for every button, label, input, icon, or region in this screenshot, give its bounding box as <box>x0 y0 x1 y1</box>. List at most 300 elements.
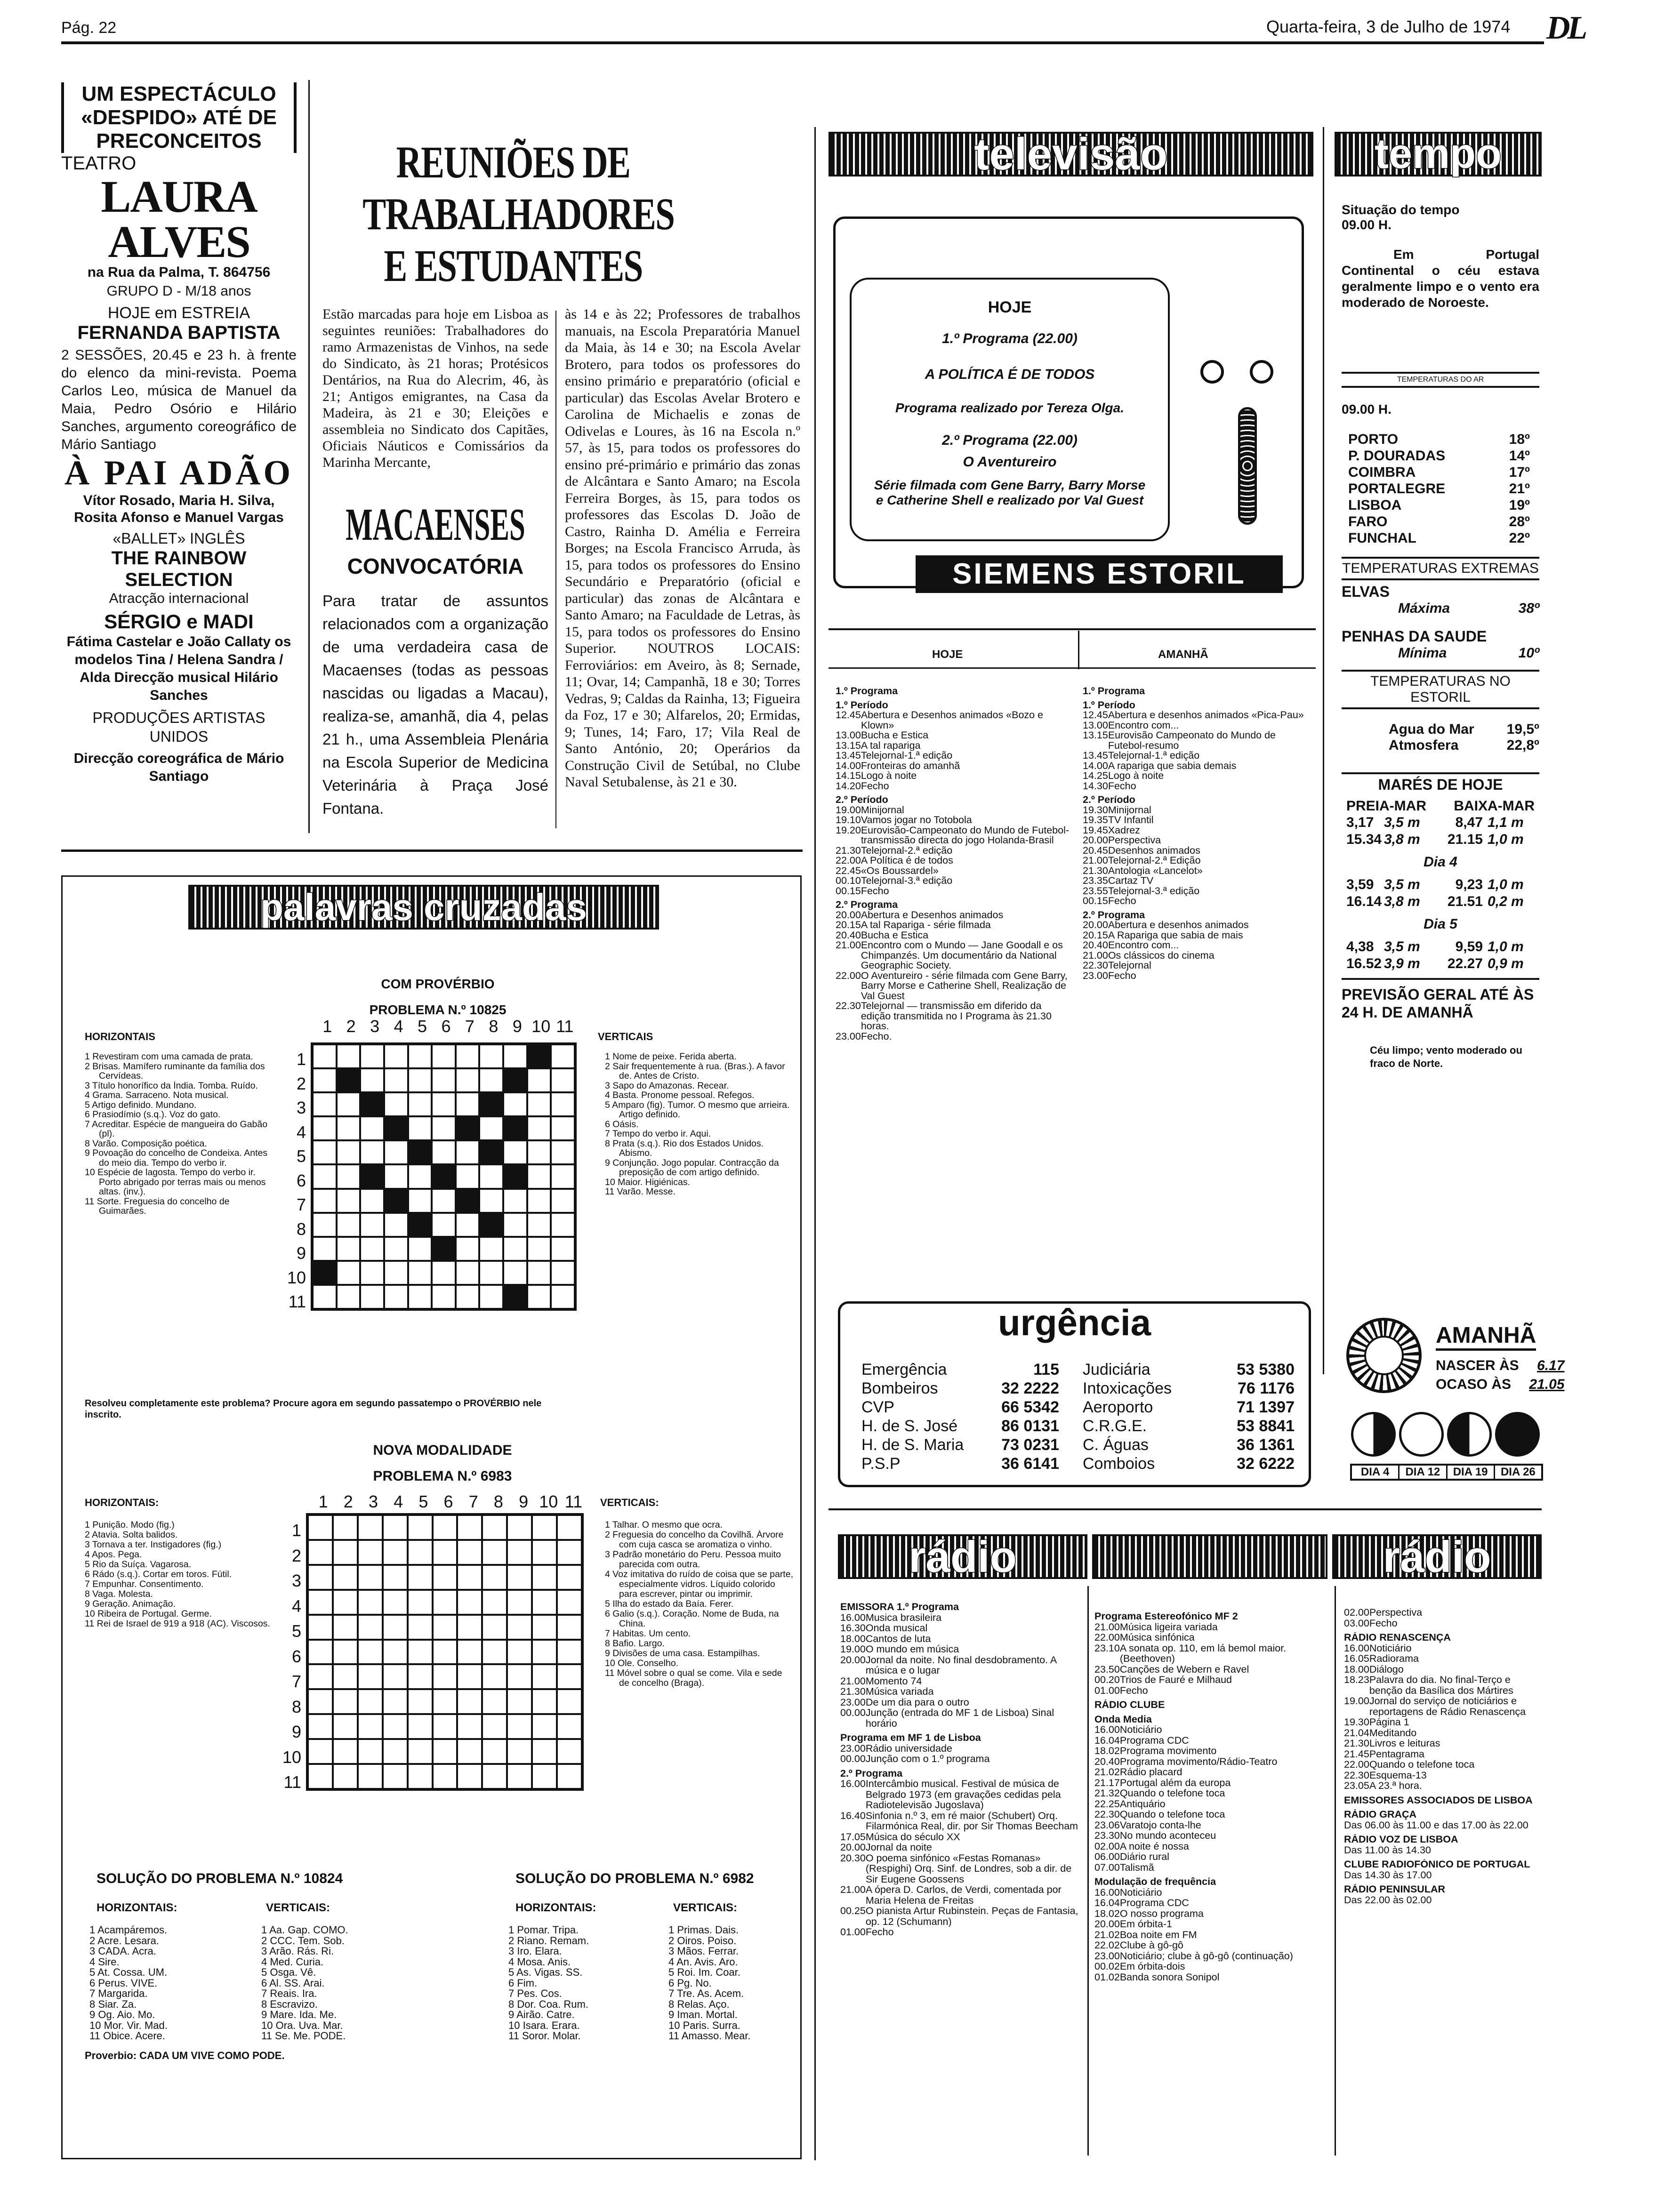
schedule-row <box>1094 1632 1330 1643</box>
schedule-heading: 2.º Programa <box>836 900 898 910</box>
grid-cell <box>479 1116 503 1140</box>
grid-cell <box>358 1664 383 1689</box>
grid-cell <box>383 1540 408 1565</box>
clue: 11 Rei de Israel de 919 a 918 (AC). Viscosos. <box>85 1619 270 1629</box>
grid-cell <box>358 1764 383 1789</box>
clue: 3 Tornava a ter. Instigadores (fig.) <box>85 1540 222 1550</box>
clue: 2 Freguesia do concelho da Covilhã. Árvore com cuja casca se aromatiza o vinho. <box>605 1530 784 1550</box>
grid-cell <box>507 1615 532 1640</box>
grid-cell <box>551 1092 575 1116</box>
grid-cell <box>360 1261 384 1285</box>
tide-high-height: 3,5 m <box>1384 877 1420 892</box>
schedule-row <box>1083 940 1313 951</box>
schedule-row <box>1344 1738 1542 1749</box>
grid-cell <box>308 1739 333 1764</box>
schedule-title: Vamos jogar no Totobola <box>861 815 972 825</box>
grid-cell <box>432 1092 456 1116</box>
grid-row-number: 4 <box>296 1122 306 1142</box>
emergency-row <box>1083 1417 1295 1435</box>
solution-line: 7 Margarida. <box>89 1988 148 1999</box>
attraction-label: Atracção internacional <box>109 591 249 606</box>
masthead-logo: DL <box>1546 10 1585 46</box>
grid-cell <box>384 1092 408 1116</box>
schedule-title: Fecho <box>1108 896 1136 906</box>
schedule-time: 16.00 <box>840 1612 866 1623</box>
temp-city: FARO <box>1348 514 1388 529</box>
schedule-row <box>1094 1841 1330 1852</box>
schedule-row <box>1083 751 1313 761</box>
tv-dial <box>1238 407 1257 525</box>
grid-cell <box>384 1044 408 1068</box>
grid-cell <box>358 1640 383 1665</box>
grid-column-number: 9 <box>519 1492 529 1511</box>
grid-cell <box>433 1739 458 1764</box>
problem2-title: PROBLEMA N.º 6983 <box>373 1468 512 1484</box>
schedule-time: 22.30 <box>836 1001 861 1011</box>
grid-column-number: 11 <box>564 1492 583 1511</box>
grid-cell <box>479 1285 503 1309</box>
tide-low-height: 1,0 m <box>1488 877 1524 892</box>
solution2-down-header: VERTICAIS: <box>673 1901 738 1914</box>
grid-cell <box>557 1764 582 1789</box>
schedule-title: Fecho <box>1108 781 1136 791</box>
schedule-row <box>836 730 1071 741</box>
emergency-row <box>861 1398 1059 1417</box>
grid-cell <box>408 1764 433 1789</box>
clue: 9 Conjunção. Jogo popular. Contracção da preposição de com artigo definido. <box>605 1158 779 1178</box>
solution1-down-header: VERTICAIS: <box>266 1901 330 1914</box>
schedule-time: 20.00 <box>840 1654 866 1666</box>
grid-cell <box>408 1237 432 1261</box>
schedule-row <box>1083 856 1313 866</box>
schedule-time: 16.40 <box>840 1810 866 1821</box>
problem1-down-header: VERTICAIS <box>598 1031 653 1042</box>
temp-row <box>1348 481 1539 497</box>
grid-cell <box>384 1068 408 1092</box>
sunset-label: OCASO ÀS <box>1436 1377 1512 1392</box>
grid-cell <box>482 1764 507 1789</box>
moon-last <box>1447 1412 1492 1457</box>
clue: 5 Artigo definido. Mundano. <box>85 1100 197 1110</box>
schedule-time: 23.55 <box>1083 886 1108 896</box>
schedule-title: Abertura e desenhos animados <box>1108 920 1249 930</box>
schedule-title: Música ligeira variada <box>1119 1621 1218 1632</box>
grid-cell <box>337 1237 361 1261</box>
grid-cell <box>457 1615 482 1640</box>
schedule-time: 23.50 <box>1094 1664 1120 1675</box>
macaenses-title: MACAENSES <box>346 499 525 550</box>
schedule-time: 21.45 <box>1344 1748 1369 1759</box>
clue: 2 Atavia. Solta balidos. <box>85 1530 178 1540</box>
choreography-director: Direcção coreográfica de Mário Santiago <box>73 751 284 784</box>
grid-cell <box>358 1714 383 1739</box>
grid-row-number: 3 <box>296 1098 306 1117</box>
clue: 3 Sapo do Amazonas. Recear. <box>605 1081 729 1090</box>
schedule-row <box>1344 1770 1542 1781</box>
grid-cell <box>507 1590 532 1615</box>
clue: 6 Rádo (s.q.). Cortar em toros. Fútil. <box>85 1570 232 1579</box>
grid-cell <box>360 1092 384 1116</box>
emergency-number: 53 8841 <box>1237 1417 1295 1435</box>
solution-line: 6 Pg. No. <box>668 1978 712 1988</box>
solution1-down <box>261 1925 421 2042</box>
schedule-row <box>836 815 1071 825</box>
schedule-row <box>1094 1756 1330 1767</box>
schedule-time: 20.15 <box>1083 930 1108 940</box>
grid-cell <box>527 1044 551 1068</box>
moon-new <box>1495 1412 1540 1457</box>
grid-cell <box>503 1285 527 1309</box>
grid-cell <box>408 1540 433 1565</box>
tide-high-height: 3,5 m <box>1384 939 1420 954</box>
schedule-row <box>1094 1675 1330 1685</box>
problem2-subtitle: NOVA MODALIDADE <box>373 1443 512 1458</box>
problem1-note: Resolveu completamente este problema? Procure agora em segundo passatempo o PROVÉRBIO nele inscrito. <box>85 1398 542 1420</box>
schedule-title: Bucha e Estica <box>861 930 929 940</box>
tv-tomorrow-header: AMANHÃ <box>1158 648 1208 661</box>
emergency-number: 32 6222 <box>1237 1455 1295 1473</box>
schedule-row <box>1344 1607 1542 1618</box>
schedule-row <box>836 825 1071 846</box>
grid-cell <box>507 1565 532 1590</box>
tv-screen-credit1: Programa realizado por Tereza Olga. <box>895 401 1124 415</box>
schedule-title: Quando o telefone toca <box>1119 1809 1225 1820</box>
schedule-time: 21.00 <box>1083 856 1108 866</box>
schedule-title: «Os Boussardel» <box>861 866 939 876</box>
problem1-across-clues <box>85 1052 273 1216</box>
schedule-title: A ópera D. Carlos, de Verdi, comentada por Maria Helena de Freitas <box>865 1884 1062 1906</box>
tv-screen-prog2: 2.º Programa (22.00) <box>942 433 1078 448</box>
grid-cell <box>408 1664 433 1689</box>
schedule-title: Diário rural <box>1119 1851 1169 1862</box>
tide-high-time: 3,59 <box>1346 877 1374 892</box>
solution-line: 8 Siar. Za. <box>89 1999 137 2010</box>
schedule-time: 23.00 <box>836 1031 861 1042</box>
grid-cell <box>433 1689 458 1714</box>
schedule-title: O nosso programa <box>1119 1908 1204 1919</box>
schedule-row <box>1083 886 1313 897</box>
schedule-title: Xadrez <box>1108 825 1140 835</box>
schedule-title: Fecho <box>1369 1618 1398 1628</box>
schedule-title: Programa movimento/Rádio-Teatro <box>1119 1756 1278 1767</box>
solution-line: 4 Mosa. Anis. <box>508 1956 571 1967</box>
emergency-list-left <box>861 1360 1059 1473</box>
emergency-row <box>861 1454 1059 1473</box>
grid-cell <box>551 1285 575 1309</box>
schedule-time: 13.00 <box>836 730 861 741</box>
schedule-time: 21.02 <box>1094 1929 1120 1940</box>
grid-cell <box>457 1764 482 1789</box>
schedule-title: Diálogo <box>1369 1664 1404 1675</box>
schedule-time: 22.30 <box>1094 1809 1120 1820</box>
grid-cell <box>527 1237 551 1261</box>
tv-screen-show1: A POLÍTICA É DE TODOS <box>925 367 1095 382</box>
temp-value: 17º <box>1509 465 1530 480</box>
emergency-number: 86 0131 <box>1001 1417 1059 1435</box>
grid-cell <box>408 1590 433 1615</box>
schedule-time: 22.30 <box>1083 961 1108 971</box>
grid-column-number: 6 <box>443 1492 453 1511</box>
grid-column-number: 7 <box>468 1492 478 1511</box>
schedule-title: Em órbita-dois <box>1119 1961 1185 1972</box>
grid-cell <box>456 1213 480 1237</box>
grid-cell <box>503 1068 527 1092</box>
grid-row-number: 9 <box>291 1722 301 1741</box>
schedule-title: Antiquário <box>1119 1798 1166 1809</box>
grid-cell <box>532 1540 557 1565</box>
solution-line: 5 Osga. Vê. <box>261 1967 316 1978</box>
grid-cell <box>432 1285 456 1309</box>
moon-date: DIA 19 <box>1446 1466 1494 1479</box>
grid-cell <box>503 1237 527 1261</box>
radio-column-1 <box>840 1598 1083 1938</box>
grid-cell <box>360 1140 384 1164</box>
tv-set <box>833 216 1304 588</box>
grid-cell <box>408 1140 432 1164</box>
grid-cell <box>308 1714 333 1739</box>
grid-cell <box>433 1714 458 1739</box>
grid-cell <box>337 1044 361 1068</box>
schedule-title: No mundo aconteceu <box>1119 1830 1216 1841</box>
clue: 3 Padrão monetário do Peru. Pessoa muito parecida com outra. <box>605 1550 781 1570</box>
temp-value: 14º <box>1509 448 1530 464</box>
meetings-col-2: às 14 e às 22; Professores de trabalhos manuais, na Escola Preparatória Manuel da Maia, às 14 e 30; na Escola Avelar Brotero, para todos os professores do ensino primário e preparatório (oficial e particular) das Escolas Avelar Brotero e Carolina de Michaelis e zonas de Odivelas e Loures, às 16 na Escola n.º 57, às 15, para todos os professores do ensino pré-primário e primário das zonas de Alcântara e Santo Amaro; na Escola Ferreira Borges, às 15, para todos os professores das Escolas D. João de Castro, Rainha D. Amélia e Ferreira Borges; na Escola Francisco Arruda, às 15, para todos os professores do Ensino Secundário e Preparatório (oficial e particular) das zonas de Alcântara e Santo Amaro; na Faculdade de Letras, às 15, para todos os professores do Ensino Superior. NOUTROS LOCAIS: Ferroviários: em Aveiro, às 8; Sernade, 11; Ovar, 14; Campanhã, 18 e 30; Torres Vedras, 9; Caldas da Rainha, 13; Figueira da Foz, 17 e 30; Alfarelos, 20; Ermidas, 9; Tunes, 14; Faro, 17; Vila Real de Santo António, 20; Operários da Construção Civil de Setúbal, no Clube Naval Setubalense, às 21 e 30. <box>565 306 800 790</box>
grid-cell <box>433 1565 458 1590</box>
schedule-row <box>1083 835 1313 846</box>
grid-cell <box>337 1068 361 1092</box>
emergency-row <box>1083 1398 1295 1417</box>
grid-cell <box>532 1764 557 1789</box>
grid1-row-numbers <box>282 1047 306 1314</box>
schedule-row <box>1344 1717 1542 1728</box>
crossword-banner: palavras cruzadas <box>188 885 659 930</box>
grid-cell <box>479 1068 503 1092</box>
grid-cell <box>557 1590 582 1615</box>
grid-cell <box>527 1261 551 1285</box>
solution-line: 10 Paris. Surra. <box>668 2020 740 2031</box>
schedule-time: 21.04 <box>1344 1727 1369 1738</box>
schedule-heading: 2.º Período <box>1083 795 1135 805</box>
schedule-title: Telejornal-1.ª edição <box>861 751 953 761</box>
grid-cell <box>532 1515 557 1540</box>
schedule-time: 02.00 <box>1094 1841 1120 1851</box>
solution-line: 2 Riano. Remam. <box>508 1935 589 1946</box>
solution-line: 6 Al. SS. Arai. <box>261 1978 325 1988</box>
schedule-row <box>840 1655 1083 1676</box>
temp-city: PORTALEGRE <box>1348 481 1446 497</box>
extreme-temps-header: TEMPERATURAS EXTREMAS <box>1342 557 1539 580</box>
clue: 7 Tempo do verbo ir. Aqui. <box>605 1129 711 1139</box>
clue: 8 Bafio. Largo. <box>605 1639 665 1649</box>
schedule-title: A Rapariga que sabia de mais <box>1108 930 1243 940</box>
grid-cell <box>557 1714 582 1739</box>
emergency-name: Judiciária <box>1083 1361 1150 1378</box>
schedule-note: Das 11.00 às 14.30 <box>1344 1844 1431 1855</box>
schedule-row <box>1083 771 1313 781</box>
schedule-time: 22.00 <box>836 970 861 981</box>
grid-cell <box>551 1140 575 1164</box>
grid-row-number: 11 <box>283 1772 301 1792</box>
schedule-time: 21.00 <box>1094 1621 1120 1632</box>
schedule-title: Telejornal-2.ª edição <box>861 845 953 856</box>
schedule-heading: 1.º Período <box>1083 700 1135 710</box>
temp-city: LISBOA <box>1348 497 1402 513</box>
grid-cell <box>384 1213 408 1237</box>
schedule-title: A noite é nossa <box>1119 1841 1189 1851</box>
solution-line: 6 Fim. <box>508 1978 538 1988</box>
grid-cell <box>308 1540 333 1565</box>
emergency-number: 36 6141 <box>1001 1455 1059 1473</box>
temp-city: FUNCHAL <box>1348 530 1416 546</box>
tide-high-height: 3,9 m <box>1384 956 1420 971</box>
problem1-across-header: HORIZONTAIS <box>85 1031 155 1042</box>
schedule-title: Rádio universidade <box>865 1743 952 1754</box>
grid-row-number: 9 <box>296 1243 306 1263</box>
schedule-time: 00.00 <box>840 1754 866 1764</box>
grid-cell <box>308 1664 333 1689</box>
schedule-time: 14.30 <box>1083 781 1108 791</box>
schedule-title: De um dia para o outro <box>865 1697 969 1707</box>
schedule-title: A Política é de todos <box>861 856 953 866</box>
grid-cell <box>313 1068 337 1092</box>
grid-cell <box>503 1213 527 1237</box>
grid-cell <box>360 1164 384 1188</box>
solution-line: 5 Roi. Im. Coar. <box>668 1967 740 1978</box>
grid-cell <box>551 1116 575 1140</box>
schedule-row <box>840 1853 1083 1885</box>
schedule-time: 16.00 <box>840 1779 866 1789</box>
grid-cell <box>384 1116 408 1140</box>
schedule-title: Fecho <box>861 781 889 791</box>
weather-text: Em Portugal Continental o céu estava geralmente limpo e o vento era moderado de Noroeste. <box>1342 247 1539 310</box>
solution-line: 2 Oiros. Poiso. <box>668 1935 737 1946</box>
grid-cell <box>479 1189 503 1213</box>
problem2-down-clues <box>605 1520 793 1688</box>
grid-cell <box>383 1515 408 1540</box>
grid-cell <box>507 1515 532 1540</box>
grid-cell <box>482 1664 507 1689</box>
grid-row-number: 6 <box>291 1646 301 1666</box>
grid-cell <box>358 1540 383 1565</box>
grid-cell <box>383 1739 408 1764</box>
grid-cell <box>337 1189 361 1213</box>
grid-cell <box>551 1261 575 1285</box>
tide-low-height: 1,0 m <box>1488 832 1524 847</box>
grid-cell <box>308 1689 333 1714</box>
schedule-row <box>836 805 1071 816</box>
schedule-title: Minijornal <box>1108 805 1151 815</box>
weather-section <box>1342 202 1539 1070</box>
schedule-title: Boa noite em FM <box>1119 1929 1197 1940</box>
clue: 11 Móvel sobre o qual se come. Vila e sede de concelho (Braga). <box>605 1668 782 1688</box>
schedule-row <box>836 930 1071 941</box>
grid-cell <box>433 1640 458 1665</box>
grid-cell <box>432 1213 456 1237</box>
emergency-number: 66 5342 <box>1001 1398 1059 1416</box>
schedule-row <box>1083 876 1313 886</box>
tide-row <box>1342 893 1539 910</box>
schedule-row <box>1083 825 1313 836</box>
grid-column-number: 3 <box>370 1017 380 1036</box>
solution-line: 5 At. Cossa. UM. <box>89 1967 168 1978</box>
grid-cell <box>456 1261 480 1285</box>
clue: 5 Amparo (fig). Tumor. O mesmo que arrieira. Artigo definido. <box>605 1100 790 1120</box>
grid-cell <box>507 1689 532 1714</box>
grid-cell <box>551 1044 575 1068</box>
tide-row <box>1342 955 1539 972</box>
moon-dates <box>1350 1464 1543 1481</box>
tv-knob-left <box>1200 360 1224 384</box>
grid-column-number: 3 <box>368 1492 378 1511</box>
tv-sponsor: SIEMENS ESTORIL <box>916 555 1283 593</box>
schedule-time: 18.23 <box>1344 1675 1369 1685</box>
schedule-row <box>836 761 1071 771</box>
grid-cell <box>532 1590 557 1615</box>
schedule-time: 19.00 <box>1344 1696 1369 1707</box>
schedule-row <box>1094 1809 1330 1820</box>
schedule-time: 19.30 <box>1344 1717 1369 1728</box>
grid-cell <box>384 1140 408 1164</box>
clue: 5 Ilha do estado da Baía. Ferer. <box>605 1599 734 1609</box>
grid-cell <box>557 1664 582 1689</box>
schedule-row <box>1094 1788 1330 1799</box>
temp-value: 19º <box>1509 497 1530 513</box>
grid-cell <box>507 1664 532 1689</box>
clue: 6 Oásis. <box>605 1119 639 1129</box>
schedule-row <box>1344 1653 1542 1664</box>
schedule-row <box>1094 1830 1330 1841</box>
grid-cell <box>456 1044 480 1068</box>
grid-cell <box>551 1213 575 1237</box>
grid-column-number: 10 <box>531 1017 551 1036</box>
schedule-time: 00.00 <box>840 1707 866 1718</box>
temp-row <box>1348 497 1539 513</box>
schedule-title: Varatojo conta-lhe <box>1119 1819 1201 1830</box>
schedule-row <box>836 771 1071 781</box>
schedule-heading: Programa em MF 1 de Lisboa <box>840 1732 981 1743</box>
grid-cell <box>457 1664 482 1689</box>
schedule-time: 00.15 <box>836 886 861 896</box>
grid-cell <box>482 1714 507 1739</box>
high-tide-label: PREIA-MAR <box>1346 798 1426 814</box>
emergency-list-right <box>1083 1360 1295 1473</box>
schedule-title: Bucha e Estica <box>861 730 929 741</box>
grid-cell <box>383 1764 408 1789</box>
grid-cell <box>507 1739 532 1764</box>
grid-cell <box>333 1714 358 1739</box>
grid-cell <box>432 1068 456 1092</box>
schedule-title: Musica brasileira <box>865 1612 942 1623</box>
grid-cell <box>551 1164 575 1188</box>
emergency-name: CVP <box>861 1398 894 1416</box>
macaenses-notice <box>322 499 548 820</box>
tv-screen-prog1: 1.º Programa (22.00) <box>942 331 1078 346</box>
grid-cell <box>479 1140 503 1164</box>
grid-cell <box>432 1044 456 1068</box>
tide-low-time: 9,23 <box>1455 877 1483 892</box>
clue: 7 Empunhar. Consentimento. <box>85 1579 204 1589</box>
grid-cell <box>313 1189 337 1213</box>
grid-column-number: 8 <box>489 1017 499 1036</box>
schedule-title: Logo à noite <box>861 771 917 781</box>
schedule-time: 14.25 <box>1083 771 1108 781</box>
solution1-across-header: HORIZONTAIS: <box>97 1901 177 1914</box>
schedule-time: 21.02 <box>1094 1767 1120 1778</box>
grid1-column-numbers <box>315 1017 577 1036</box>
schedule-row <box>836 856 1071 866</box>
clue: 10 Maior. Higiénicas. <box>605 1177 691 1187</box>
grid-row-number: 5 <box>291 1621 301 1641</box>
